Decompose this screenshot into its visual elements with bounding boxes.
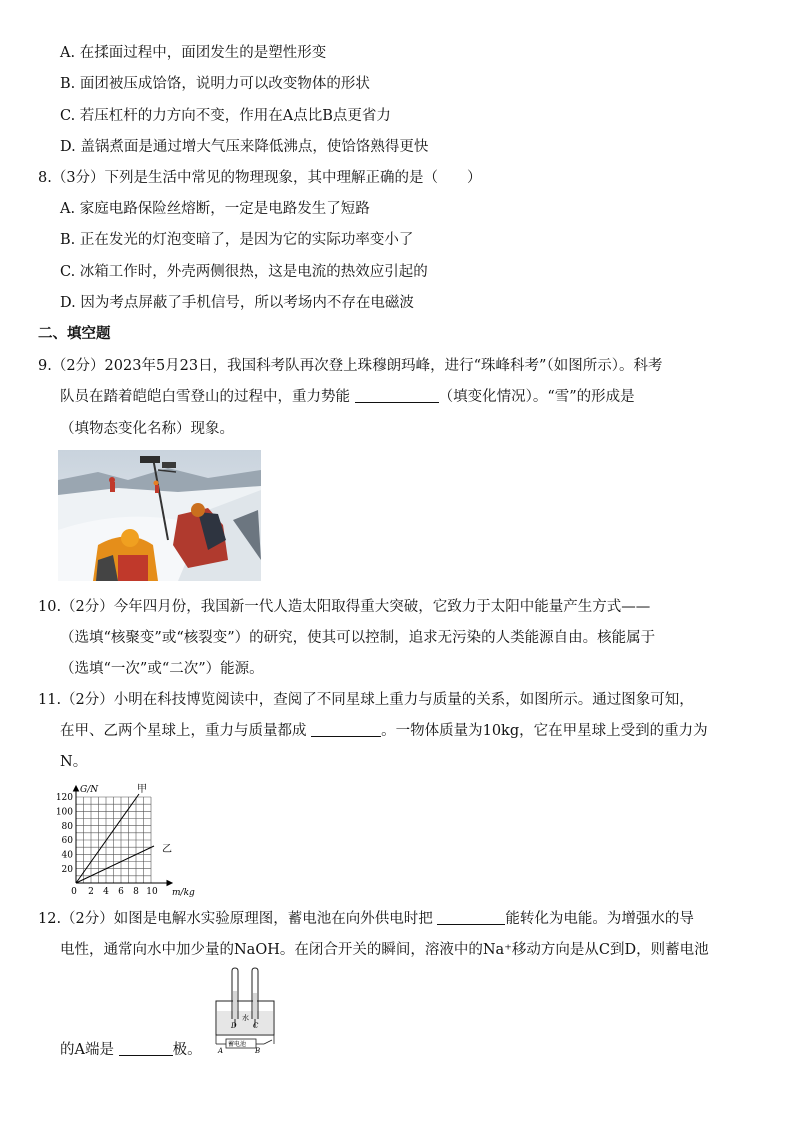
- label-d: D: [231, 1022, 237, 1030]
- y-tick: 120: [55, 793, 73, 803]
- q12-line3-a: 的A端是: [60, 1042, 119, 1058]
- q8-stem: 8.（3分）下列是生活中常见的物理现象，其中理解正确的是（ ）: [38, 170, 482, 186]
- q8-option-a: A. 家庭电路保险丝熔断，一定是电路发生了短路: [60, 201, 370, 217]
- q8-option-b: B. 正在发光的灯泡变暗了，是因为它的实际功率变小了: [60, 232, 414, 248]
- y-axis-label: G/N: [80, 785, 99, 795]
- answer-blank: [119, 1041, 173, 1056]
- section-title: 二、填空题: [38, 326, 111, 342]
- x-tick: 2: [88, 887, 94, 897]
- x-tick: 4: [103, 887, 109, 897]
- x-tick: 8: [133, 887, 139, 897]
- y-tick: 40: [61, 850, 73, 861]
- q10-line3: （选填“一次”或“二次”）能源。: [60, 661, 264, 677]
- q8-option-c: C. 冰箱工作时，外壳两侧很热，这是电流的热效应引起的: [60, 264, 428, 280]
- q11-line2-b: 。一物体质量为10kg，它在甲星球上受到的重力为: [381, 723, 708, 739]
- q9-line2-b: （填变化情况）。“雪”的形成是: [438, 389, 635, 405]
- graph-axes: [74, 786, 173, 886]
- y-tick: 100: [55, 807, 73, 818]
- graph-grid: [76, 797, 151, 883]
- q9-line2: [60, 387, 635, 407]
- q7-option-c: C. 若压杠杆的力方向不变，作用在A点比B点更省力: [60, 108, 391, 124]
- q11-line1: 11.（2分）小明在科技博览阅读中，查阅了不同星球上重力与质量的关系，如图所示。通过图象可知，: [38, 692, 694, 708]
- q11-line2-a: 在甲、乙两个星球上，重力与质量都成: [60, 723, 312, 739]
- q7-option-b: B. 面团被压成饸饹，说明力可以改变物体的形状: [60, 76, 370, 92]
- q11-line2: [60, 721, 708, 741]
- y-tick: 80: [61, 822, 73, 832]
- q12-line3: [60, 1040, 202, 1060]
- x-tick: 10: [146, 887, 158, 897]
- label-b: B: [255, 1047, 261, 1055]
- q9-line1: 9.（2分）2023年5月23日，我国科考队再次登上珠穆朗玛峰，进行“珠峰科考”（如图所示）。科考: [38, 358, 663, 374]
- x-axis-label: m/kg: [172, 888, 195, 898]
- q11-line3: N。: [60, 754, 88, 770]
- q9-line3: （填物态变化名称）现象。: [60, 421, 234, 437]
- label-battery: 蓄电池: [228, 1041, 247, 1048]
- q10-line2: （选填“核聚变”或“核裂变”）的研究，使其可以控制，追求无污染的人类能源自由。核能属于: [60, 630, 656, 646]
- q12-line3-b: 极。: [172, 1042, 202, 1058]
- q10-line1: 10.（2分）今年四月份，我国新一代人造太阳取得重大突破，它致力于太阳中能量产生方式——: [38, 599, 651, 615]
- x-tick: 6: [118, 887, 124, 897]
- q12-line2: 电性，通常向水中加少量的NaOH。在闭合开关的瞬间，溶液中的Na⁺移动方向是从C到D，则蓄电池: [60, 942, 709, 958]
- label-water: 水: [242, 1014, 249, 1022]
- y-tick: 60: [61, 836, 73, 846]
- electrolysis-apparatus-diagram: [212, 967, 282, 1055]
- answer-blank: [311, 722, 381, 737]
- gravity-mass-graph: [44, 782, 204, 898]
- answer-blank: [437, 910, 505, 925]
- label-yi: 乙: [162, 844, 172, 855]
- x-tick-labels: [71, 887, 158, 897]
- q8-option-d: D. 因为考点屏蔽了手机信号，所以考场内不存在电磁波: [60, 295, 414, 311]
- everest-expedition-photo: [58, 450, 261, 581]
- q7-option-d: D. 盖锅煮面是通过增大气压来降低沸点，使饸饹熟得更快: [60, 139, 429, 155]
- q12-line1-a: 12.（2分）如图是电解水实验原理图，蓄电池在向外供电时把: [38, 911, 438, 927]
- q12-line1: [38, 909, 694, 929]
- line-jia: [76, 794, 139, 883]
- label-c: C: [253, 1022, 259, 1030]
- line-yi: [76, 846, 154, 883]
- label-jia: 甲: [137, 784, 147, 795]
- y-tick: 20: [61, 865, 73, 875]
- q12-line1-b: 能转化为电能。为增强水的导: [505, 911, 694, 927]
- q7-option-a: A. 在揉面过程中，面团发生的是塑性形变: [60, 45, 327, 61]
- x-tick: 0: [71, 887, 77, 897]
- q9-line2-a: 队员在踏着皑皑白雪登山的过程中，重力势能: [60, 389, 355, 405]
- y-tick-labels: [56, 793, 73, 875]
- label-a: A: [218, 1047, 224, 1055]
- answer-blank: [355, 388, 439, 403]
